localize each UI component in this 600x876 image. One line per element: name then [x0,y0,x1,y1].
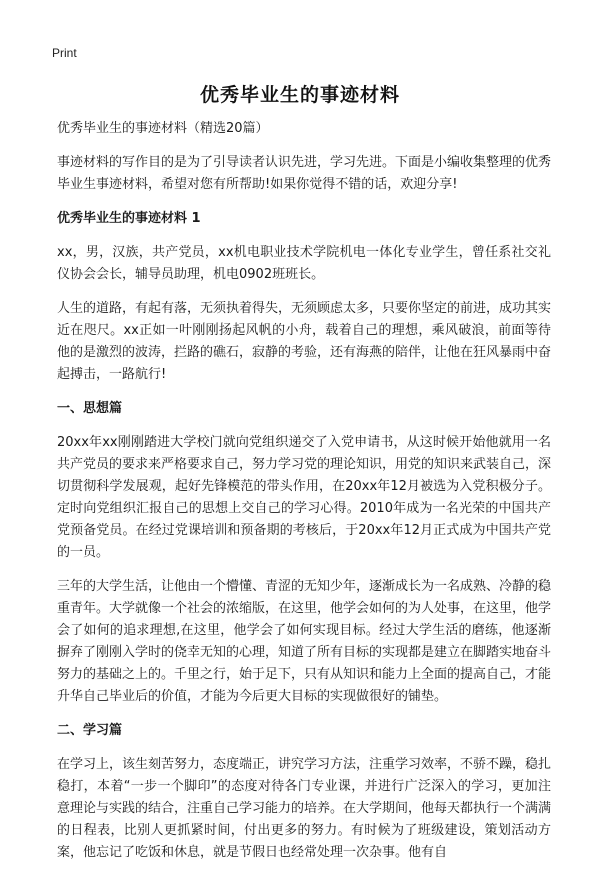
document-title: 优秀毕业生的事迹材料 [199,84,400,106]
study-paragraph-1: 在学习上，该生刻苦努力，态度端正，讲究学习方法，注重学习效率，不骄不躁，稳扎稳打，本着“一步一个脚印”的态度对待各门专业课，并进行广泛深入的学习，更加注意理论与实践的结合，注重自己学习能力的培养。在大学期间，他每天都执行一个满满的日程表，比别人更抓紧时间，付出更多的努力。有时候为了班级建设，策划活动方案，他忘记了吃饭和休息，就是节假日也经常处理一次杂事。他有自 [57,757,552,860]
thought-paragraph-2: 三年的大学生活，让他由一个懵懂、青涩的无知少年，逐渐成长为一名成熟、冷静的稳重青年。大学就像一个社会的浓缩版，在这里，他学会如何的为人处事，在这里，他学会了如何的追求理想,在这里，他学会了如何实现目标。经过大学生活的磨练，他逐渐摒弃了刚刚入学时的侥幸无知的心理，知道了所有目标的实现都是建立在脚踏实地奋斗努力的基础之上的。千里之行，始于足下，只有从知识和能力上全面的提高自己，才能升华自己毕业后的价值，才能为今后更大目标的实现做很好的铺垫。 [57,579,552,704]
thought-paragraph-1: 20xx年xx刚刚踏进大学校门就向党组织递交了入党申请书，从这时候开始他就用一名共产党员的要求来严格要求自己，努力学习党的理论知识，用党的知识来武装自己，深切贯彻科学发展观，起好先锋模范的带头作用，在20xx年12月被选为入党积极分子。定时向党组织汇报自己的思想上交自己的学习心得。2010年成为一名光荣的中国共产党预备党员。在经过党课培训和预备期的考核后，于20xx年12月正式成为中国共产党的一员。 [57,435,552,560]
part-heading-study: 二、学习篇 [57,723,123,738]
section-heading-1: 优秀毕业生的事迹材料 1 [57,211,201,226]
intro-paragraph: 事迹材料的写作目的是为了引导读者认识先进，学习先进。下面是小编收集整理的优秀毕业生事迹材料，希望对您有所帮助!如果你觉得不错的话，欢迎分享! [57,155,552,192]
section1-paragraph-2: 人生的道路，有起有落，无须执着得失，无须顾虑太多，只要你坚定的前进，成功其实近在咫尺。xx正如一叶刚刚扬起风帆的小舟，载着自己的理想，乘风破浪，前面等待他的是激烈的波涛，拦路的礁石，寂静的考验，还有海燕的陪伴，让他在狂风暴雨中奋起搏击，一路航行! [57,301,552,382]
section1-paragraph-1: xx，男，汉族，共产党员，xx机电职业技术学院机电一体化专业学生，曾任系社交礼仪协会会长，辅导员助理，机电0902班班长。 [57,245,551,282]
print-label: Print [52,46,77,60]
document-body [57,118,551,876]
part-heading-thought: 一、思想篇 [57,401,123,416]
document-subtitle: 优秀毕业生的事迹材料（精选20篇） [57,121,269,136]
